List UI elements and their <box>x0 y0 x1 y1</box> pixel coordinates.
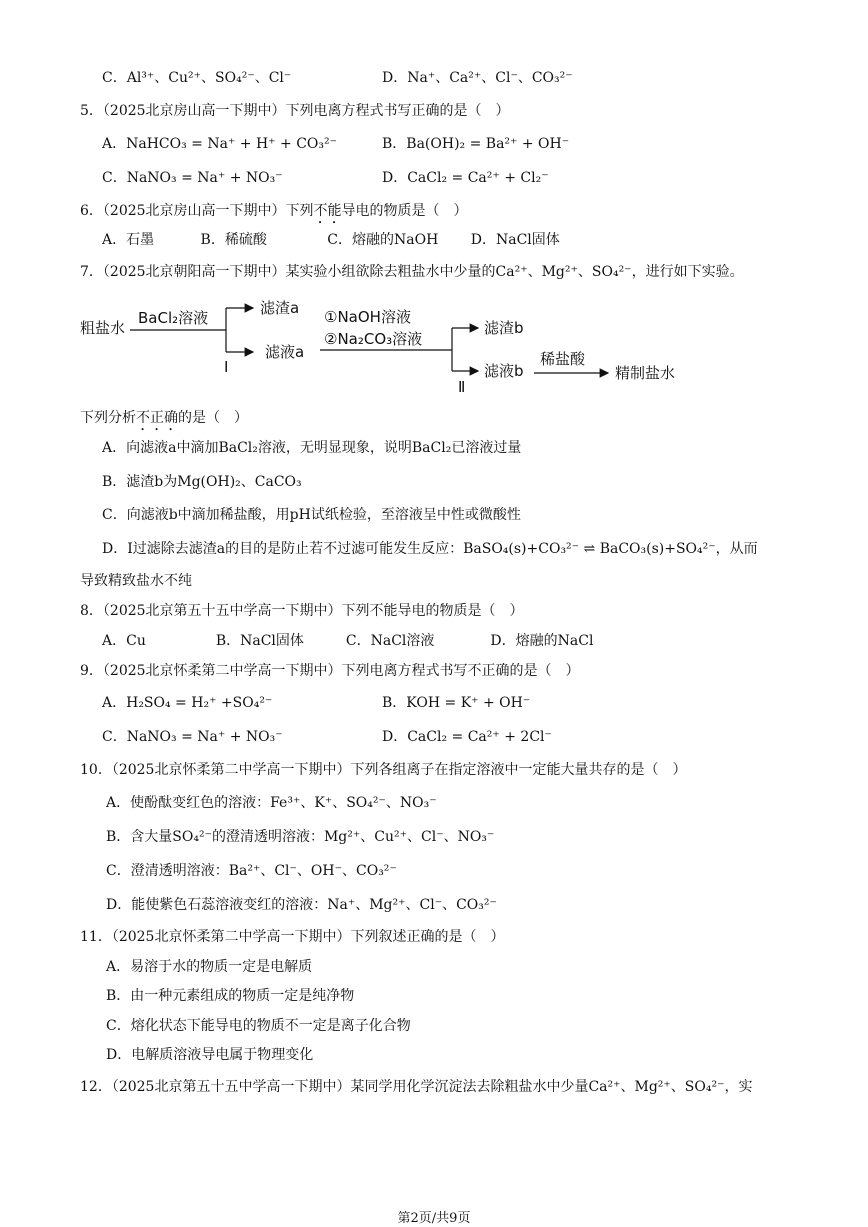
q11-option-b: B．由一种元素组成的物质一定是纯净物 <box>106 988 355 1004</box>
q11-option-d: D．电解质溶液导电属于物理变化 <box>106 1047 314 1063</box>
q5-option-c: C．NaNO₃ = Na⁺ + NO₃⁻ <box>102 170 283 186</box>
page-footer: 第2页/共9页 <box>397 1211 471 1226</box>
q9-option-c: C．NaNO₃ = Na⁺ + NO₃⁻ <box>102 729 283 745</box>
q10-option-b: B．含大量SO₄²⁻的澄清透明溶液：Mg²⁺、Cu²⁺、Cl⁻、NO₃⁻ <box>106 829 495 845</box>
q6-emphasis: 不能 <box>313 203 342 219</box>
question-6 <box>80 201 468 227</box>
flow-reagent3: 稀盐酸 <box>540 350 586 368</box>
flow-residue-a: 滤渣a <box>260 299 300 317</box>
question-9: 9．（2025北京怀柔第二中学高一下期中）下列电离方程式书写不正确的是（ ） <box>80 663 580 679</box>
q8-options: A．Cu B．NaCl固体 C．NaCl溶液 D．熔融的NaCl <box>102 633 594 649</box>
flow-reagent2b: ②Na₂CO₃溶液 <box>324 330 423 348</box>
q5-option-a: A．NaHCO₃ = Na⁺ + H⁺ + CO₃²⁻ <box>102 136 337 152</box>
question-8: 8．（2025北京第五十五中学高一下期中）下列不能导电的物质是（ ） <box>80 603 524 619</box>
q9-option-d: D．CaCl₂ = Ca²⁺ + 2Cl⁻ <box>382 729 552 745</box>
q5-option-d: D．CaCl₂ = Ca²⁺ + Cl₂⁻ <box>382 170 549 186</box>
q4-option-c: C．Al³⁺、Cu²⁺、SO₄²⁻、Cl⁻ <box>102 70 292 86</box>
q7-option-c: C．向滤液b中滴加稀盐酸，用pH试纸检验，至溶液呈中性或微酸性 <box>102 507 521 523</box>
flow-residue-b: 滤渣b <box>484 319 524 337</box>
flow-step-1: Ⅰ <box>224 358 229 376</box>
flow-start: 粗盐水 <box>80 319 126 337</box>
q10-option-a: A．使酚酞变红色的溶液：Fe³⁺、K⁺、SO₄²⁻、NO₃⁻ <box>106 795 437 811</box>
question-12: 12．（2025北京第五十五中学高一下期中）某同学用化学沉淀法去除粗盐水中少量Ca²⁺、Mg²⁺、SO₄²⁻，实 <box>80 1079 753 1095</box>
q7-option-b: B．滤渣b为Mg(OH)₂、CaCO₃ <box>102 474 302 490</box>
flow-filtrate-a: 滤液a <box>265 343 305 361</box>
flow-reagent1: BaCl₂溶液 <box>138 309 209 327</box>
q6-suffix: 导电的物质是（ ） <box>341 203 468 219</box>
q10-option-d: D．能使紫色石蕊溶液变红的溶液：Na⁺、Mg²⁺、Cl⁻、CO₃²⁻ <box>106 897 497 913</box>
q6-options: A．石墨 B．稀硫酸 C．熔融的NaOH D．NaCl固体 <box>102 232 560 248</box>
q7-ask-prefix: 下列分析 <box>80 410 136 426</box>
q7-ask-suffix: 的是（ ） <box>178 410 248 426</box>
purification-flowchart <box>78 296 718 396</box>
question-5: 5．（2025北京房山高一下期中）下列电离方程式书写正确的是（ ） <box>80 103 510 119</box>
q7-option-a: A．向滤液a中滴加BaCl₂溶液，无明显现象，说明BaCl₂已溶液过量 <box>102 440 522 456</box>
question-10: 10．（2025北京怀柔第二中学高一下期中）下列各组离子在指定溶液中一定能大量共存的是（ ） <box>80 762 687 778</box>
flow-step-2: Ⅱ <box>458 378 466 396</box>
q6-prefix: 6．（2025北京房山高一下期中）下列 <box>80 203 314 219</box>
q7-ask-emphasis: 不正确 <box>136 410 178 426</box>
q7-ask <box>80 408 248 434</box>
q10-option-c: C．澄清透明溶液：Ba²⁺、Cl⁻、OH⁻、CO₃²⁻ <box>106 863 397 879</box>
q5-option-b: B．Ba(OH)₂ = Ba²⁺ + OH⁻ <box>382 136 570 152</box>
q11-option-a: A．易溶于水的物质一定是电解质 <box>106 959 313 975</box>
flow-product: 精制盐水 <box>615 364 676 382</box>
q4-option-d: D．Na⁺、Ca²⁺、Cl⁻、CO₃²⁻ <box>382 70 573 86</box>
flow-reagent2a: ①NaOH溶液 <box>324 308 411 326</box>
question-7: 7．（2025北京朝阳高一下期中）某实验小组欲除去粗盐水中少量的Ca²⁺、Mg²⁺、SO₄²⁻，进行如下实验。 <box>80 264 744 280</box>
question-11: 11．（2025北京怀柔第二中学高一下期中）下列叙述正确的是（ ） <box>80 929 505 945</box>
flow-filtrate-b: 滤液b <box>484 362 524 380</box>
q7-option-d-line2: 导致精致盐水不纯 <box>80 573 192 589</box>
q7-option-d-line1: D．I过滤除去滤渣a的目的是防止若不过滤可能发生反应：BaSO₄(s)+CO₃²⁻ ⇌ BaCO₃(s)+SO₄²⁻，从而 <box>102 541 758 557</box>
q9-option-b: B．KOH = K⁺ + OH⁻ <box>382 695 531 711</box>
q9-option-a: A．H₂SO₄ = H₂⁺ +SO₄²⁻ <box>102 695 273 711</box>
q11-option-c: C．熔化状态下能导电的物质不一定是离子化合物 <box>106 1018 411 1034</box>
